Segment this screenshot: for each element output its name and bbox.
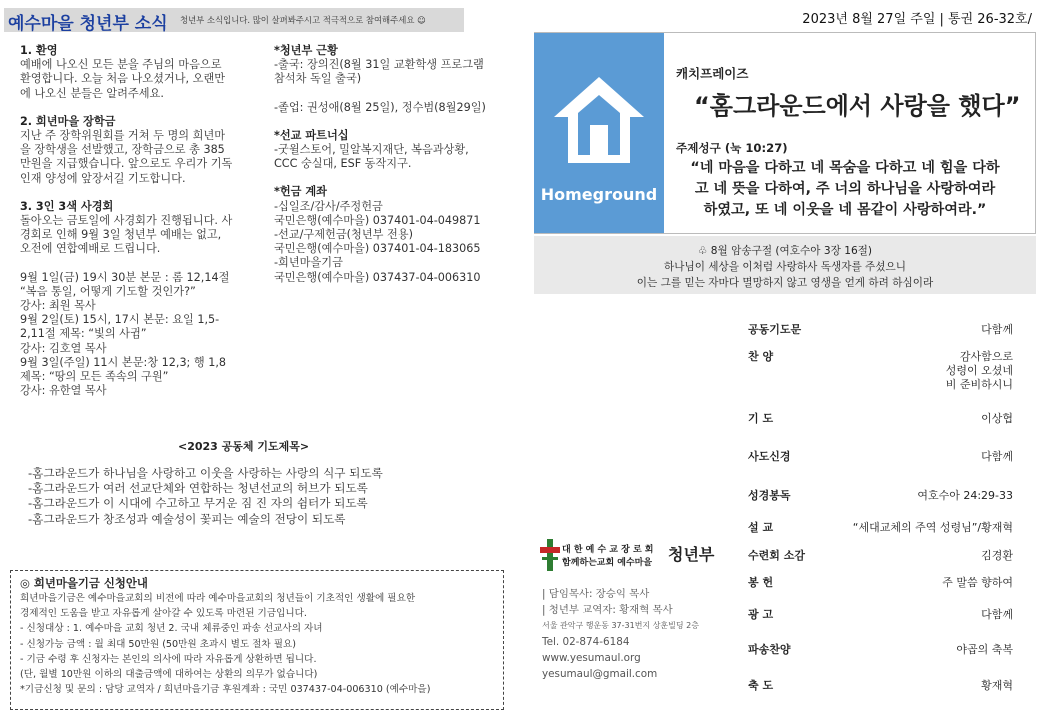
prayer-item: -홈그라운드가 창조성과 예술성이 꽃피는 예술의 전당이 되도록 bbox=[28, 511, 346, 526]
news-line: 참석차 독일 출국) bbox=[274, 72, 362, 86]
order-item: 사도신경 bbox=[748, 450, 791, 463]
issue-date: 2023년 8월 27일 주일 | 통권 26-32호/ bbox=[802, 12, 1032, 27]
schedule-line: “복음 통일, 어떻게 기도할 것인가?” bbox=[20, 284, 196, 298]
church-phone: Tel. 02-874-6184 bbox=[542, 636, 630, 648]
order-person: 감사함으로 bbox=[959, 350, 1013, 363]
order-person: 여호수아 24:29-33 bbox=[917, 489, 1013, 502]
homeground-image bbox=[534, 33, 664, 233]
order-person: 성령이 오셨네 bbox=[945, 364, 1013, 377]
order-person: 황재혁 bbox=[981, 679, 1013, 692]
fund-line: - 신청가능 금액 : 월 최대 50만원 (50만원 초과시 별도 절차 필요) bbox=[20, 638, 297, 650]
scholarship-line: 인재 양성에 앞장서길 기도합니다. bbox=[20, 171, 186, 185]
church-name: 함께하는교회 예수마을 bbox=[562, 558, 653, 568]
news-title: *청년부 근황 bbox=[274, 44, 338, 57]
order-item: 기 도 bbox=[748, 412, 774, 425]
account-line: -선교/구제헌금(청년부 전용) bbox=[274, 228, 413, 242]
mission-title: *선교 파트너십 bbox=[274, 128, 349, 142]
church-address: 서울 관악구 행운동 37-31번지 상훈빌딩 2층 bbox=[542, 621, 699, 630]
theme-verse bbox=[668, 158, 1022, 221]
schedule-line: 제목: “땅의 모든 족속의 구원” bbox=[20, 370, 169, 384]
scholarship-line: 을 장학생을 선발했고, 장학금으로 총 385 bbox=[20, 143, 225, 157]
theme-verse-label: 주제성구 (눅 10:27) bbox=[676, 141, 788, 155]
account-line: -희년마을기금 bbox=[274, 256, 343, 270]
news-line: -출국: 장의진(8월 31일 교환학생 프로그램 bbox=[274, 58, 484, 72]
catchphrase-label: 캐치프레이즈 bbox=[676, 66, 749, 81]
order-person: “세대교체의 주역 성령님”/황재혁 bbox=[852, 521, 1013, 534]
account-line: 국민은행(예수마을) 037437-04-006310 bbox=[274, 270, 481, 284]
fund-line: 희년마을기금은 예수마을교회의 비전에 따라 예수마을교회의 청년들이 기초적인 생활에 필요한 bbox=[20, 593, 416, 604]
order-item: 찬 양 bbox=[748, 350, 774, 363]
middle-column bbox=[274, 44, 514, 285]
order-person: 다함께 bbox=[981, 608, 1013, 621]
newsletter-title: 예수마을 청년부 소식 bbox=[8, 14, 168, 34]
order-item: 광 고 bbox=[748, 608, 774, 621]
newsletter-subtitle: 청년부 소식입니다. 많이 살펴봐주시고 적극적으로 참여해주세요 ☺ bbox=[180, 15, 426, 25]
fund-body bbox=[20, 591, 430, 697]
scholarship-title: 2. 희년마을 장학금 bbox=[20, 114, 116, 128]
welcome-line: 환영합니다. 오늘 처음 나오셨거나, 오랜만 bbox=[20, 72, 226, 86]
schedule-line: 9월 2일(토) 15시, 17시 본문: 요일 1,5- bbox=[20, 313, 220, 327]
church-website: www.yesumaul.org bbox=[542, 652, 641, 664]
fund-line: *기금신청 및 문의 : 담당 교역자 / 희년마을기금 후원계좌 : 국민 037437-04-006310 (예수마을) bbox=[20, 684, 431, 696]
schedule-line: 강사: 김호열 목사 bbox=[20, 341, 107, 355]
memory-verse-line: 이는 그를 믿는 자마다 멸망하지 않고 영생을 얻게 하려 하심이라 bbox=[636, 277, 934, 289]
fund-line: - 기금 수령 후 신청자는 본인의 의사에 따라 자유롭게 상환하면 됩니다. bbox=[20, 653, 317, 665]
theme-verse-line: “네 마음을 다하고 네 목숨을 다하고 네 힘을 다하 bbox=[690, 160, 1000, 176]
welcome-line: 예배에 나오신 모든 분을 주님의 마음으로 bbox=[20, 58, 222, 72]
order-item: 성경봉독 bbox=[748, 489, 791, 502]
welcome-line: 에 나오신 분들은 알려주세요. bbox=[20, 86, 164, 100]
schedule-line: 강사: 최원 목사 bbox=[20, 299, 96, 313]
schedule-line: 9월 3일(주일) 11시 본문:창 12,3; 행 1,8 bbox=[20, 355, 227, 369]
theme-verse-line: 하였고, 또 네 이웃을 네 몸같이 사랑하여라.” bbox=[703, 202, 987, 218]
order-item: 설 교 bbox=[748, 521, 774, 534]
order-person: 주 말씀 향하여 bbox=[942, 576, 1013, 589]
order-item: 공동기도문 bbox=[748, 323, 802, 336]
order-person: 야곱의 축복 bbox=[956, 643, 1013, 656]
church-contact bbox=[542, 586, 699, 682]
scholarship-line: 만원을 지급했습니다. 앞으로도 우리가 기독 bbox=[20, 157, 233, 171]
order-item: 봉 헌 bbox=[748, 576, 774, 589]
fund-line: - 신청대상 : 1. 예수마을 교회 청년 2. 국내 체류중인 파송 선교사의 자녀 bbox=[20, 623, 323, 635]
senior-pastor: | 담임목사: 장승익 목사 bbox=[542, 588, 650, 600]
order-person: 이상협 bbox=[981, 412, 1013, 425]
department-name: 청년부 bbox=[668, 545, 715, 564]
church-email: yesumaul@gmail.com bbox=[542, 668, 658, 680]
cross-logo-icon bbox=[540, 539, 560, 571]
church-logo bbox=[540, 539, 560, 575]
order-item: 수련회 소감 bbox=[748, 549, 805, 562]
order-item: 축 도 bbox=[748, 679, 774, 692]
retreat-title: 3. 3인 3색 사경회 bbox=[20, 199, 114, 213]
order-item: 파송찬양 bbox=[748, 643, 791, 656]
left-column bbox=[20, 44, 250, 398]
order-person: 다함께 bbox=[981, 450, 1013, 463]
welcome-title: 1. 환영 bbox=[20, 44, 58, 57]
fund-line: (단, 월별 10만원 이하의 대출금액에 대하여는 상환의 의무가 없습니다) bbox=[20, 669, 318, 681]
schedule-line: 강사: 유한열 목사 bbox=[20, 384, 107, 398]
memory-verse-line: 하나님이 세상을 이처럼 사랑하사 독생자를 주셨으니 bbox=[664, 261, 906, 273]
church-denomination: 대 한 예 수 교 장 로 회 bbox=[562, 545, 654, 555]
prayer-item: -홈그라운드가 여러 선교단체와 연합하는 청년선교의 허브가 되도록 bbox=[28, 481, 368, 496]
retreat-line: 오전에 연합예배로 드립니다. bbox=[20, 242, 161, 256]
theme-verse-line: 고 네 뜻을 다하여, 주 너의 하나님을 사랑하여라 bbox=[694, 181, 996, 197]
retreat-line: 경회로 인해 9월 3일 청년부 예배는 없고, bbox=[20, 228, 222, 242]
retreat-line: 돌아오는 금토일에 사경회가 진행됩니다. 사 bbox=[20, 214, 233, 228]
memory-verse-title: ♧ 8월 암송구절 (여호수아 3장 16절) bbox=[697, 245, 873, 257]
youth-pastor: | 청년부 교역자: 황재혁 목사 bbox=[542, 604, 673, 616]
catchphrase-quote: “홈그라운드에서 사랑을 했다” bbox=[694, 92, 1021, 120]
fund-title: ◎ 희년마을기금 신청안내 bbox=[20, 576, 148, 590]
account-line: -십일조/감사/주정헌금 bbox=[274, 199, 383, 213]
schedule-line: 9월 1일(금) 19시 30분 본문 : 롬 12,14절 bbox=[20, 270, 230, 284]
homeground-caption: Homeground bbox=[540, 185, 658, 204]
news-line: -졸업: 권성애(8월 25일), 정수범(8월29일) bbox=[274, 100, 486, 114]
mission-line: -굿윌스토어, 밀알복지재단, 복음과상황, bbox=[274, 143, 469, 157]
account-title: *헌금 계좌 bbox=[274, 185, 327, 199]
prayer-list bbox=[28, 466, 383, 527]
account-line: 국민은행(예수마을) 037401-04-183065 bbox=[274, 242, 481, 256]
prayer-item: -홈그라운드가 이 시대에 수고하고 무거운 짐 진 자의 쉼터가 되도록 bbox=[28, 496, 368, 511]
mission-line: CCC 숭실대, ESF 동작지구. bbox=[274, 157, 412, 171]
order-person: 비 준비하시니 bbox=[945, 378, 1013, 391]
schedule-line: 2,11절 제목: “빛의 사귐” bbox=[20, 327, 147, 341]
order-person: 김경환 bbox=[981, 549, 1013, 562]
prayer-title: <2023 공동체 기도제목> bbox=[178, 440, 310, 453]
account-line: 국민은행(예수마을) 037401-04-049871 bbox=[274, 213, 481, 227]
prayer-item: -홈그라운드가 하나님을 사랑하고 이웃을 사랑하는 사랑의 식구 되도록 bbox=[28, 466, 383, 480]
order-person: 다함께 bbox=[981, 323, 1013, 336]
scholarship-line: 지난 주 장학위원회를 거쳐 두 명의 희년마 bbox=[20, 129, 226, 143]
fund-line: 경제적인 도움을 받고 자유롭게 살아갈 수 있도록 마련된 기금입니다. bbox=[20, 608, 307, 620]
